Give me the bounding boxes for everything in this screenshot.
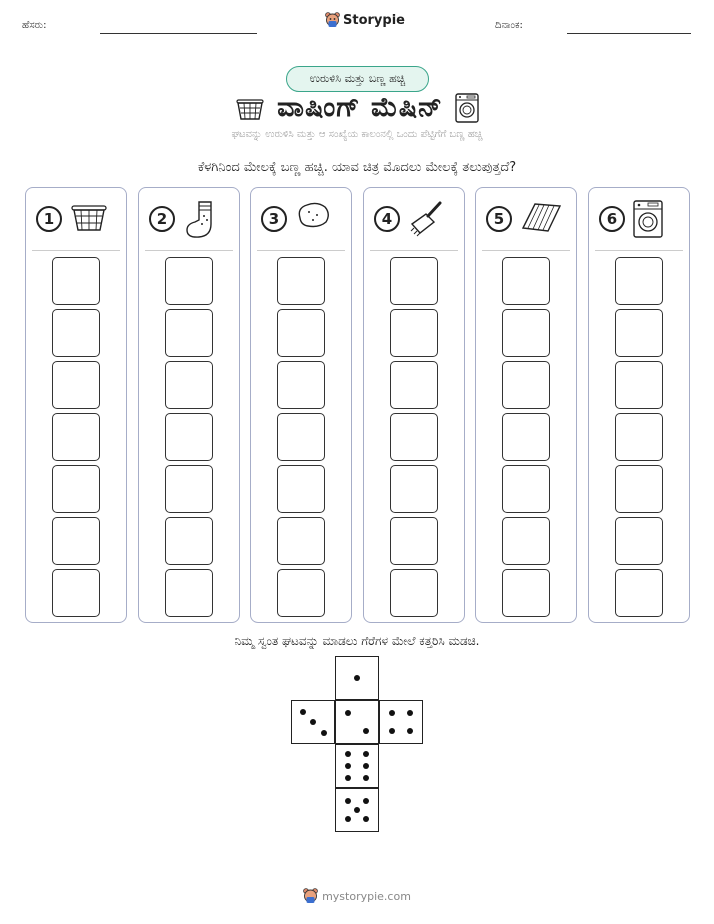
color-box[interactable] (277, 361, 325, 409)
column-divider (595, 250, 683, 251)
color-box[interactable] (390, 361, 438, 409)
color-box[interactable] (502, 309, 550, 357)
column-header (476, 188, 576, 250)
laundry-basket-icon (235, 95, 265, 121)
washing-machine-icon (455, 93, 479, 123)
column-number: 5 (486, 206, 512, 232)
title-row (0, 92, 714, 124)
color-box[interactable] (52, 413, 100, 461)
die-face-3 (291, 700, 335, 744)
name-label: ಹೆಸರು: (22, 20, 47, 31)
column-header (139, 188, 239, 250)
die-face-2 (335, 700, 379, 744)
question: ಕೆಳಗಿನಿಂದ ಮೇಲಕ್ಕೆ ಬಣ್ಣ ಹಚ್ಚಿ. ಯಾವ ಚಿತ್ರ ಮೊದಲು ಮೇಲಕ್ಕೆ ತಲುಪುತ್ತದೆ? (197, 160, 517, 175)
sock-icon (183, 200, 219, 244)
die-pip (389, 728, 395, 734)
die-face-5 (335, 788, 379, 832)
column-divider (257, 250, 345, 251)
color-box[interactable] (52, 361, 100, 409)
color-box[interactable] (165, 413, 213, 461)
page-title: ವಾಷಿಂಗ್ ಮೆಷಿನ್ (277, 92, 443, 123)
name-field-line[interactable] (100, 33, 257, 34)
color-box[interactable] (615, 413, 663, 461)
die-pip (321, 730, 327, 736)
brand-name: Storypie (343, 12, 405, 28)
die-face-4 (379, 700, 423, 744)
color-box[interactable] (502, 257, 550, 305)
color-box[interactable] (502, 569, 550, 617)
die-pip (354, 807, 360, 813)
die-pip (345, 763, 351, 769)
color-box[interactable] (615, 569, 663, 617)
color-box[interactable] (502, 517, 550, 565)
die-pip (363, 751, 369, 757)
die-pip (345, 775, 351, 781)
color-box[interactable] (277, 257, 325, 305)
color-box[interactable] (52, 517, 100, 565)
scrub-brush-icon (408, 200, 444, 242)
date-label: ದಿನಾಂಕ: (495, 20, 523, 31)
die-pip (407, 710, 413, 716)
column-number: 4 (374, 206, 400, 232)
color-box[interactable] (615, 361, 663, 409)
color-box[interactable] (390, 257, 438, 305)
column-2 (138, 187, 240, 623)
die-pip (345, 710, 351, 716)
die-pip (345, 751, 351, 757)
column-divider (32, 250, 120, 251)
die-pip (389, 710, 395, 716)
color-box[interactable] (165, 309, 213, 357)
color-box[interactable] (52, 569, 100, 617)
color-box[interactable] (502, 361, 550, 409)
folded-towel-icon (520, 200, 562, 238)
die-pip (300, 709, 306, 715)
die-pip (363, 816, 369, 822)
die-pip (354, 675, 360, 681)
column-number: 3 (261, 206, 287, 232)
color-box[interactable] (390, 309, 438, 357)
activity-tag: ಉರುಳಿಸಿ ಮತ್ತು ಬಣ್ಣ ಹಚ್ಚಿ (286, 66, 429, 92)
color-box[interactable] (615, 309, 663, 357)
color-box[interactable] (390, 517, 438, 565)
die-face-1 (335, 656, 379, 700)
color-box[interactable] (52, 465, 100, 513)
color-box[interactable] (165, 517, 213, 565)
die-pip (310, 719, 316, 725)
die-pip (363, 775, 369, 781)
column-header (364, 188, 464, 250)
footer (0, 888, 714, 904)
column-6 (588, 187, 690, 623)
column-5 (475, 187, 577, 623)
color-box[interactable] (390, 465, 438, 513)
column-number: 1 (36, 206, 62, 232)
die-pip (363, 798, 369, 804)
color-box[interactable] (277, 569, 325, 617)
column-divider (482, 250, 570, 251)
color-box[interactable] (390, 413, 438, 461)
color-box[interactable] (502, 465, 550, 513)
die-pip (363, 728, 369, 734)
color-box[interactable] (165, 465, 213, 513)
column-header (26, 188, 126, 250)
column-header (589, 188, 689, 250)
color-box[interactable] (165, 257, 213, 305)
washing-machine-icon (633, 200, 663, 242)
laundry-basket-icon (70, 200, 108, 236)
color-box[interactable] (277, 309, 325, 357)
column-divider (145, 250, 233, 251)
color-box[interactable] (615, 465, 663, 513)
die-pip (345, 816, 351, 822)
color-box[interactable] (52, 257, 100, 305)
color-box[interactable] (165, 569, 213, 617)
column-3 (250, 187, 352, 623)
brand-logo (325, 12, 405, 28)
color-box[interactable] (615, 257, 663, 305)
color-box[interactable] (390, 569, 438, 617)
color-box[interactable] (277, 413, 325, 461)
die-pip (407, 728, 413, 734)
column-number: 2 (149, 206, 175, 232)
color-box[interactable] (165, 361, 213, 409)
color-box[interactable] (615, 517, 663, 565)
color-box[interactable] (52, 309, 100, 357)
instruction: ನಿಮ್ಮ ಸ್ವಂತ ಘಟವನ್ನು ಮಾಡಲು ಗೆರೆಗಳ ಮೇಲೆ ಕತ್ತರಿಸಿ ಮಡಚಿ. (234, 634, 480, 648)
column-4 (363, 187, 465, 623)
die-pip (345, 798, 351, 804)
date-field-line[interactable] (567, 33, 691, 34)
bear-mascot-icon (303, 888, 318, 904)
column-number: 6 (599, 206, 625, 232)
color-box[interactable] (277, 517, 325, 565)
footer-url: mystorypie.com (322, 889, 411, 903)
color-box[interactable] (502, 413, 550, 461)
column-1 (25, 187, 127, 623)
die-pip (363, 763, 369, 769)
die-face-6 (335, 744, 379, 788)
subtitle: ಘಟವನ್ನು ಉರುಳಿಸಿ ಮತ್ತು ಆ ಸಂಖ್ಯೆಯ ಕಾಲಂನಲ್ಲಿ ಒಂದು ಪೆಟ್ಟಿಗೆಗೆ ಬಣ್ಣ ಹಚ್ಚಿ (231, 129, 483, 140)
column-header (251, 188, 351, 250)
color-box[interactable] (277, 465, 325, 513)
soap-bar-icon (295, 200, 331, 234)
column-divider (370, 250, 458, 251)
bear-mascot-icon (325, 12, 340, 28)
